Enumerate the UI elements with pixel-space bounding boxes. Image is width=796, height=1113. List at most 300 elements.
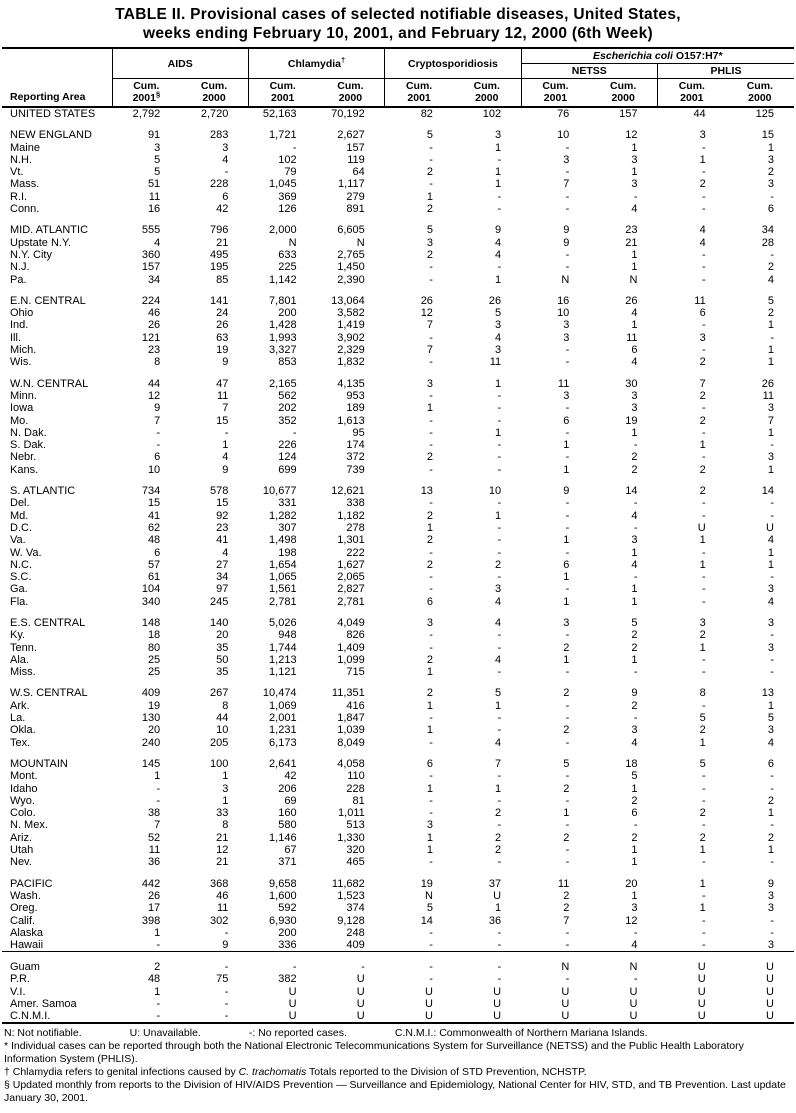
value-cell: - bbox=[497, 521, 502, 534]
value-cell: 6 bbox=[699, 307, 706, 320]
legend-item: U: Unavailable. bbox=[129, 1027, 201, 1040]
value-cell: 2 bbox=[495, 831, 502, 844]
table-row bbox=[2, 166, 794, 178]
value-cell: - bbox=[156, 1010, 161, 1023]
table-row bbox=[2, 927, 794, 939]
table-row bbox=[2, 700, 794, 712]
value-cell: - bbox=[633, 190, 638, 203]
value-cell: - bbox=[770, 439, 774, 452]
value-cell: 97 bbox=[216, 583, 229, 596]
table-row bbox=[2, 939, 794, 952]
value-cell: U bbox=[766, 973, 774, 986]
column-header: Cum. 2001§ bbox=[112, 79, 180, 108]
value-cell: 1,523 bbox=[337, 889, 365, 902]
table-row bbox=[2, 178, 794, 190]
value-cell: 9 bbox=[563, 485, 570, 498]
value-cell: 5 bbox=[563, 757, 570, 770]
value-cell: 6 bbox=[154, 546, 161, 559]
value-cell: 283 bbox=[210, 129, 229, 142]
value-cell: 2,720 bbox=[200, 108, 229, 120]
value-cell: 2 bbox=[699, 807, 706, 820]
value-cell: - bbox=[565, 699, 570, 712]
value-cell: 3 bbox=[495, 319, 502, 332]
reporting-area-cell: C.N.M.I. bbox=[10, 1010, 51, 1023]
value-cell: 8 bbox=[154, 356, 161, 369]
value-cell: 95 bbox=[352, 426, 365, 439]
value-cell: 3 bbox=[631, 724, 638, 737]
value-cell: 1 bbox=[495, 699, 502, 712]
reporting-area-cell: Va. bbox=[10, 534, 26, 547]
value-cell: U bbox=[356, 985, 365, 998]
value-cell: 2,792 bbox=[132, 108, 161, 120]
value-cell: 4,049 bbox=[337, 616, 365, 629]
reporting-area-cell: Calif. bbox=[10, 914, 36, 927]
table-row bbox=[2, 890, 794, 902]
value-cell: 3 bbox=[222, 141, 229, 154]
value-cell: 1,419 bbox=[337, 319, 365, 332]
column-header: Cum. 2000 bbox=[317, 79, 385, 108]
table-row bbox=[2, 770, 794, 782]
value-cell: 1,613 bbox=[337, 414, 365, 427]
value-cell: - bbox=[156, 997, 161, 1010]
value-cell: 278 bbox=[346, 521, 365, 534]
value-cell: 3 bbox=[631, 534, 638, 547]
value-cell: 2,390 bbox=[337, 273, 365, 286]
value-cell: - bbox=[633, 926, 638, 939]
table-row bbox=[2, 439, 794, 451]
table-row bbox=[2, 783, 794, 795]
value-cell: - bbox=[702, 509, 706, 522]
reporting-area-cell: Mich. bbox=[10, 344, 37, 357]
value-cell: 1 bbox=[563, 463, 570, 476]
reporting-area-cell: Utah bbox=[10, 844, 34, 857]
reporting-area-cell: Mass. bbox=[10, 178, 40, 191]
table-row bbox=[2, 583, 794, 595]
value-cell: 48 bbox=[147, 973, 161, 986]
value-cell: - bbox=[770, 926, 774, 939]
reporting-area-cell: S. ATLANTIC bbox=[10, 485, 76, 498]
value-cell: 398 bbox=[141, 914, 161, 927]
value-cell: 8 bbox=[699, 687, 706, 700]
table-row bbox=[2, 154, 794, 166]
value-cell: - bbox=[565, 736, 570, 749]
value-cell: 46 bbox=[147, 307, 161, 320]
value-cell: 3 bbox=[767, 153, 774, 166]
value-cell: 189 bbox=[346, 402, 365, 415]
value-cell: 2,001 bbox=[269, 712, 297, 725]
value-cell: 409 bbox=[346, 939, 365, 952]
value-cell: 140 bbox=[210, 616, 229, 629]
table-row bbox=[2, 724, 794, 736]
value-cell: 3 bbox=[495, 129, 502, 142]
value-cell: U bbox=[288, 985, 297, 998]
value-cell: 4 bbox=[631, 356, 638, 369]
value-cell: 18 bbox=[147, 629, 161, 642]
value-cell: 1 bbox=[631, 248, 638, 261]
reporting-area-cell: Md. bbox=[10, 509, 29, 522]
legend-item: -: No reported cases. bbox=[248, 1027, 347, 1040]
value-cell: 148 bbox=[141, 616, 161, 629]
value-cell: - bbox=[156, 794, 161, 807]
value-cell: - bbox=[224, 997, 229, 1010]
value-cell: - bbox=[497, 819, 502, 832]
value-cell: 2 bbox=[426, 166, 433, 179]
value-cell: 157 bbox=[141, 261, 161, 274]
value-cell: 1 bbox=[767, 844, 774, 857]
value-cell: 62 bbox=[147, 521, 161, 534]
value-cell: 25 bbox=[147, 653, 161, 666]
table-row bbox=[2, 961, 794, 973]
value-cell: 10 bbox=[557, 307, 570, 320]
value-cell: 124 bbox=[278, 451, 297, 464]
value-cell: - bbox=[497, 724, 502, 737]
value-cell: U bbox=[561, 997, 570, 1010]
value-cell: 1 bbox=[631, 653, 638, 666]
value-cell: - bbox=[292, 426, 297, 439]
reporting-area-cell: Del. bbox=[10, 497, 30, 510]
value-cell: 580 bbox=[278, 819, 297, 832]
value-cell: 6 bbox=[563, 558, 570, 571]
value-cell: - bbox=[565, 141, 570, 154]
value-cell: 1 bbox=[767, 558, 774, 571]
value-cell: - bbox=[565, 451, 570, 464]
value-cell: - bbox=[565, 426, 570, 439]
value-cell: 11 bbox=[694, 294, 706, 307]
value-cell: 61 bbox=[147, 571, 161, 584]
value-cell: - bbox=[770, 190, 774, 203]
table-row bbox=[2, 332, 794, 344]
value-cell: 495 bbox=[210, 248, 229, 261]
value-cell: N bbox=[288, 236, 297, 249]
column-header: Cum. 2000 bbox=[180, 79, 248, 108]
value-cell: 20 bbox=[216, 629, 229, 642]
value-cell: U bbox=[697, 1010, 706, 1023]
value-cell: 19 bbox=[420, 877, 433, 890]
value-cell: - bbox=[565, 939, 570, 952]
value-cell: - bbox=[702, 666, 706, 679]
table-row bbox=[2, 629, 794, 641]
value-cell: - bbox=[565, 497, 570, 510]
value-cell: 9 bbox=[563, 224, 570, 237]
value-cell: - bbox=[702, 166, 706, 179]
value-cell: - bbox=[429, 356, 433, 369]
value-cell: 119 bbox=[347, 153, 365, 166]
value-cell: 44 bbox=[147, 377, 161, 390]
value-cell: U bbox=[766, 1010, 774, 1023]
value-cell: 26 bbox=[216, 319, 229, 332]
value-cell: 9 bbox=[154, 402, 161, 415]
value-cell: 1 bbox=[563, 807, 570, 820]
value-cell: 2 bbox=[699, 389, 706, 402]
value-cell: 2 bbox=[631, 699, 638, 712]
value-cell: 1 bbox=[699, 877, 706, 890]
value-cell: - bbox=[429, 794, 433, 807]
value-cell: 1 bbox=[631, 595, 638, 608]
value-cell: 1 bbox=[631, 889, 638, 902]
reporting-area-cell: Ariz. bbox=[10, 831, 32, 844]
reporting-area-cell: Guam bbox=[10, 960, 40, 973]
value-cell: - bbox=[565, 926, 570, 939]
value-cell: 465 bbox=[346, 856, 365, 869]
value-cell: 1,721 bbox=[269, 129, 297, 142]
value-cell: 382 bbox=[278, 973, 297, 986]
value-cell: 1 bbox=[699, 736, 706, 749]
value-cell: - bbox=[156, 426, 161, 439]
value-cell: - bbox=[497, 770, 502, 783]
value-cell: - bbox=[565, 166, 570, 179]
value-cell: 8 bbox=[222, 819, 229, 832]
reporting-area-cell: N.C. bbox=[10, 558, 32, 571]
value-cell: 1 bbox=[767, 141, 774, 154]
value-cell: 1 bbox=[767, 319, 774, 332]
value-cell: - bbox=[770, 571, 774, 584]
value-cell: 3 bbox=[631, 902, 638, 915]
value-cell: - bbox=[497, 451, 502, 464]
value-cell: 2,165 bbox=[269, 377, 297, 390]
value-cell: 1 bbox=[631, 546, 638, 559]
reporting-area-cell: Amer. Samoa bbox=[10, 997, 77, 1010]
value-cell: 11 bbox=[148, 190, 161, 203]
reporting-area-cell: Ala. bbox=[10, 653, 29, 666]
value-cell: - bbox=[702, 319, 706, 332]
value-cell: - bbox=[429, 926, 433, 939]
reporting-area-cell: Ark. bbox=[10, 699, 30, 712]
table-row bbox=[2, 795, 794, 807]
value-cell: 2 bbox=[426, 653, 433, 666]
value-cell: 3,582 bbox=[337, 307, 365, 320]
value-cell: - bbox=[565, 356, 570, 369]
value-cell: 4 bbox=[222, 546, 229, 559]
value-cell: 5 bbox=[631, 616, 638, 629]
value-cell: - bbox=[770, 248, 774, 261]
value-cell: 10 bbox=[147, 463, 161, 476]
column-header: Cum. 2001 bbox=[658, 79, 726, 108]
value-cell: 1 bbox=[426, 724, 433, 737]
value-cell: 6 bbox=[222, 190, 229, 203]
table-row bbox=[2, 295, 794, 307]
reporting-area-cell: N. Dak. bbox=[10, 426, 47, 439]
value-cell: U bbox=[697, 973, 706, 986]
legend-item: C.N.M.I.: Commonwealth of Northern Mariana Islands. bbox=[394, 1027, 648, 1040]
value-cell: 26 bbox=[761, 377, 774, 390]
value-cell: 1,627 bbox=[337, 558, 365, 571]
value-cell: 4 bbox=[495, 595, 502, 608]
value-cell: 160 bbox=[278, 807, 297, 820]
value-cell: 1,099 bbox=[337, 653, 365, 666]
value-cell: 57 bbox=[147, 558, 161, 571]
value-cell: N bbox=[424, 889, 433, 902]
value-cell: 4 bbox=[631, 558, 638, 571]
value-cell: - bbox=[702, 546, 706, 559]
value-cell: - bbox=[565, 344, 570, 357]
value-cell: 200 bbox=[278, 926, 297, 939]
value-cell: 948 bbox=[278, 629, 297, 642]
value-cell: 1 bbox=[495, 273, 502, 286]
value-cell: 63 bbox=[216, 331, 229, 344]
value-cell: 6 bbox=[154, 451, 161, 464]
value-cell: 1 bbox=[563, 534, 570, 547]
value-cell: U bbox=[356, 973, 365, 986]
value-cell: - bbox=[156, 782, 161, 795]
value-cell: 4,135 bbox=[337, 377, 365, 390]
value-cell: - bbox=[702, 497, 706, 510]
reporting-area-cell: Vt. bbox=[10, 166, 24, 179]
value-cell: - bbox=[429, 497, 433, 510]
value-cell: - bbox=[565, 666, 570, 679]
reporting-area-cell: Nebr. bbox=[10, 451, 37, 464]
value-cell: 4 bbox=[154, 236, 161, 249]
table-row bbox=[2, 915, 794, 927]
value-cell: U bbox=[629, 985, 638, 998]
value-cell: 6 bbox=[563, 414, 570, 427]
table-row bbox=[2, 973, 794, 985]
table-row bbox=[2, 654, 794, 666]
reporting-area-cell: UNITED STATES bbox=[10, 108, 96, 120]
table-row bbox=[2, 129, 794, 141]
value-cell: 2 bbox=[631, 794, 638, 807]
value-cell: - bbox=[702, 426, 706, 439]
value-cell: U bbox=[697, 521, 706, 534]
value-cell: 23 bbox=[216, 521, 229, 534]
value-cell: - bbox=[633, 666, 638, 679]
reporting-area-cell: Wash. bbox=[10, 889, 41, 902]
table-row bbox=[2, 107, 794, 120]
value-cell: - bbox=[429, 770, 433, 783]
value-cell: 64 bbox=[352, 166, 365, 179]
value-cell: - bbox=[565, 546, 570, 559]
reporting-area-cell: Alaska bbox=[10, 926, 44, 939]
value-cell: - bbox=[633, 521, 638, 534]
value-cell: 13 bbox=[420, 485, 433, 498]
table-body bbox=[2, 107, 794, 1023]
value-cell: U bbox=[356, 1010, 365, 1023]
value-cell: 2 bbox=[495, 558, 502, 571]
value-cell: - bbox=[497, 629, 502, 642]
value-cell: 340 bbox=[141, 595, 161, 608]
value-cell: - bbox=[156, 439, 161, 452]
value-cell: N bbox=[629, 960, 638, 973]
value-cell: 1 bbox=[631, 856, 638, 869]
value-cell: 513 bbox=[346, 819, 365, 832]
value-cell: 953 bbox=[346, 389, 365, 402]
value-cell: - bbox=[702, 203, 706, 216]
value-cell: 4 bbox=[495, 736, 502, 749]
value-cell: 41 bbox=[216, 534, 229, 547]
value-cell: 14 bbox=[420, 914, 433, 927]
value-cell: 6 bbox=[767, 757, 774, 770]
value-cell: 320 bbox=[346, 844, 365, 857]
value-cell: 69 bbox=[284, 794, 297, 807]
value-cell: 1 bbox=[426, 666, 433, 679]
value-cell: - bbox=[429, 153, 433, 166]
value-cell: 1 bbox=[426, 844, 433, 857]
chlamydia-group-header: Chlamydia† bbox=[248, 48, 384, 79]
value-cell: - bbox=[497, 960, 502, 973]
value-cell: 6 bbox=[426, 595, 433, 608]
reporting-area-cell: Mo. bbox=[10, 414, 29, 427]
reporting-area-cell: MOUNTAIN bbox=[10, 757, 68, 770]
value-cell: 44 bbox=[216, 712, 229, 725]
value-cell: 1,231 bbox=[269, 724, 297, 737]
value-cell: 3 bbox=[426, 236, 433, 249]
value-cell: 1 bbox=[426, 831, 433, 844]
table-row bbox=[2, 249, 794, 261]
value-cell: 9 bbox=[495, 224, 502, 237]
value-cell: 1 bbox=[631, 166, 638, 179]
value-cell: N bbox=[561, 273, 570, 286]
value-cell: 11,351 bbox=[331, 687, 365, 700]
table-row bbox=[2, 402, 794, 414]
table-row bbox=[2, 844, 794, 856]
value-cell: 20 bbox=[625, 877, 638, 890]
column-header: Cum. 2000 bbox=[726, 79, 794, 108]
value-cell: 1 bbox=[631, 844, 638, 857]
reporting-area-header: Reporting Area bbox=[2, 48, 112, 107]
value-cell: 7 bbox=[563, 914, 570, 927]
value-cell: 3,902 bbox=[337, 331, 365, 344]
value-cell: 2 bbox=[563, 782, 570, 795]
reporting-area-cell: N.J. bbox=[10, 261, 30, 274]
value-cell: 7 bbox=[563, 178, 570, 191]
value-cell: U bbox=[493, 985, 502, 998]
table-row bbox=[2, 427, 794, 439]
value-cell: - bbox=[497, 203, 502, 216]
value-cell: - bbox=[702, 856, 706, 869]
value-cell: 41 bbox=[147, 509, 161, 522]
value-cell: 5 bbox=[426, 224, 433, 237]
reporting-area-cell: Tex. bbox=[10, 736, 31, 749]
value-cell: - bbox=[702, 583, 706, 596]
value-cell: - bbox=[565, 203, 570, 216]
value-cell: - bbox=[702, 141, 706, 154]
cryptosporidiosis-group-header: Cryptosporidiosis bbox=[385, 48, 521, 79]
value-cell: 1,117 bbox=[338, 178, 365, 191]
value-cell: 17 bbox=[147, 902, 161, 915]
table-row bbox=[2, 547, 794, 559]
reporting-area-cell: Tenn. bbox=[10, 641, 37, 654]
value-cell: 2,065 bbox=[337, 571, 365, 584]
table-row bbox=[2, 415, 794, 427]
value-cell: 6,930 bbox=[269, 914, 297, 927]
value-cell: 15 bbox=[147, 497, 161, 510]
value-cell: 1 bbox=[631, 261, 638, 274]
value-cell: 21 bbox=[216, 236, 229, 249]
value-cell: 202 bbox=[278, 402, 297, 415]
reporting-area-cell: R.I. bbox=[10, 190, 28, 203]
value-cell: 7 bbox=[222, 402, 229, 415]
value-cell: 34 bbox=[147, 273, 161, 286]
value-cell: 3 bbox=[563, 331, 570, 344]
value-cell: - bbox=[497, 926, 502, 939]
table-title-line2: weeks ending February 10, 2001, and February 12, 2000 (6th Week) bbox=[143, 25, 653, 42]
value-cell: 2 bbox=[563, 889, 570, 902]
value-cell: - bbox=[224, 985, 229, 998]
value-cell: U bbox=[493, 1010, 502, 1023]
column-header: Cum. 2000 bbox=[589, 79, 657, 108]
reporting-area-cell: Upstate N.Y. bbox=[10, 236, 71, 249]
value-cell: 796 bbox=[210, 224, 229, 237]
value-cell: - bbox=[497, 534, 502, 547]
value-cell: U bbox=[288, 1010, 297, 1023]
value-cell: - bbox=[497, 641, 502, 654]
value-cell: 104 bbox=[141, 583, 161, 596]
value-cell: - bbox=[429, 273, 433, 286]
value-cell: - bbox=[429, 571, 433, 584]
value-cell: 2 bbox=[767, 166, 774, 179]
group-spacer bbox=[2, 369, 794, 378]
value-cell: 7,801 bbox=[269, 294, 297, 307]
value-cell: 28 bbox=[761, 236, 774, 249]
